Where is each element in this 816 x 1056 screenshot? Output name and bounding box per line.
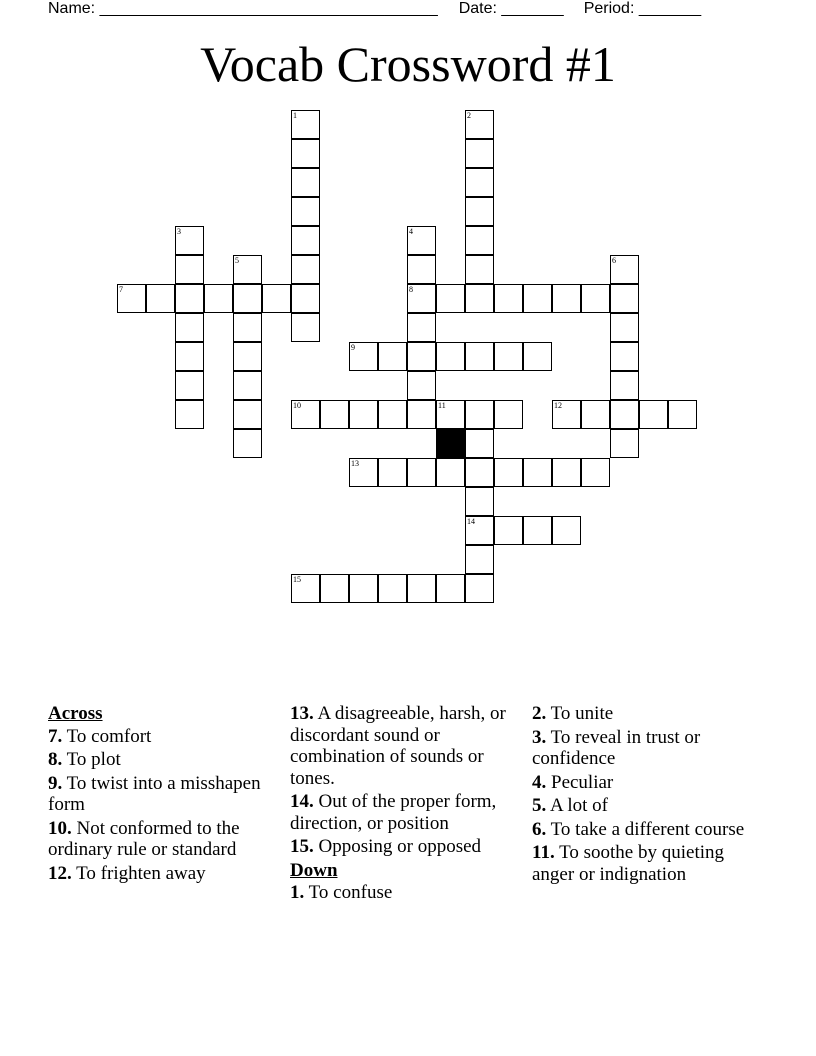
grid-cell[interactable] <box>233 284 262 313</box>
date-field-label[interactable]: Date: _______ <box>458 0 564 17</box>
grid-cell[interactable] <box>407 342 436 371</box>
grid-cell[interactable] <box>349 574 378 603</box>
clue-number-label: 9. <box>48 772 63 794</box>
clue-text: To unite <box>546 703 614 724</box>
clue-text: Out of the proper form, direction, or position <box>290 791 497 834</box>
clue-text: To twist into a misshapen form <box>48 772 261 815</box>
grid-cell[interactable] <box>465 197 494 226</box>
clue-number: 13 <box>351 459 359 468</box>
grid-cell[interactable] <box>233 342 262 371</box>
clue-text: To soothe by quieting anger or indignation <box>532 842 725 885</box>
grid-cell[interactable] <box>610 255 639 284</box>
grid-cell[interactable] <box>407 313 436 342</box>
grid-cell[interactable] <box>291 197 320 226</box>
grid-cell[interactable] <box>436 574 465 603</box>
grid-cell[interactable] <box>378 342 407 371</box>
clue-text: Opposing or opposed <box>313 836 482 857</box>
clue-item <box>290 882 526 904</box>
grid-cell[interactable] <box>291 284 320 313</box>
clue-number-label: 12. <box>48 862 72 884</box>
clue-item <box>48 863 280 885</box>
grid-cell[interactable] <box>407 371 436 400</box>
grid-cell[interactable] <box>175 342 204 371</box>
clue-item <box>532 703 762 725</box>
grid-cell[interactable] <box>465 429 494 458</box>
grid-cell[interactable] <box>407 284 436 313</box>
grid-cell[interactable] <box>175 284 204 313</box>
clue-number: 7 <box>119 285 123 294</box>
clue-item <box>532 727 762 770</box>
grid-cell[interactable] <box>407 400 436 429</box>
grid-cell[interactable] <box>494 342 523 371</box>
grid-cell[interactable] <box>465 226 494 255</box>
clue-number-label: 15. <box>290 836 314 857</box>
grid-cell[interactable] <box>175 371 204 400</box>
clue-number: 11 <box>438 401 446 410</box>
clue-item <box>290 836 526 858</box>
grid-cell[interactable] <box>407 255 436 284</box>
grid-cell[interactable] <box>610 284 639 313</box>
clue-number-label: 8. <box>48 749 63 770</box>
clue-item <box>48 726 280 748</box>
clue-item <box>48 749 280 771</box>
blocked-cell <box>436 429 465 458</box>
clue-number-label: 2. <box>532 703 547 724</box>
clue-number: 15 <box>293 575 301 584</box>
grid-cell[interactable] <box>465 487 494 516</box>
grid-cell[interactable] <box>233 313 262 342</box>
grid-cell[interactable] <box>639 400 668 429</box>
grid-cell[interactable] <box>291 400 320 429</box>
page-title: Vocab Crossword #1 <box>200 36 616 92</box>
grid-cell[interactable] <box>291 139 320 168</box>
clue-text: To comfort <box>62 725 152 747</box>
clue-number: 3 <box>177 227 181 236</box>
grid-cell[interactable] <box>349 342 378 371</box>
clue-item <box>48 818 280 861</box>
grid-cell[interactable] <box>465 516 494 545</box>
clue-number: 5 <box>235 256 239 265</box>
clue-text: A lot of <box>546 795 609 816</box>
grid-cell[interactable] <box>262 284 291 313</box>
grid-cell[interactable] <box>320 574 349 603</box>
across-heading: Across <box>48 703 103 724</box>
clue-number-label: 4. <box>532 771 547 793</box>
grid-cell[interactable] <box>552 458 581 487</box>
clue-item <box>48 773 280 816</box>
grid-cell[interactable] <box>610 342 639 371</box>
grid-cell[interactable] <box>465 255 494 284</box>
clue-item <box>532 842 762 885</box>
grid-cell[interactable] <box>407 574 436 603</box>
clue-number: 1 <box>293 111 297 120</box>
grid-cell[interactable] <box>233 255 262 284</box>
grid-cell[interactable] <box>668 400 697 429</box>
grid-cell[interactable] <box>552 284 581 313</box>
clue-number: 6 <box>612 256 616 265</box>
clues-column-2 <box>290 703 526 906</box>
grid-cell[interactable] <box>175 226 204 255</box>
grid-cell[interactable] <box>465 574 494 603</box>
grid-cell[interactable] <box>552 400 581 429</box>
grid-cell[interactable] <box>175 400 204 429</box>
grid-cell[interactable] <box>175 255 204 284</box>
grid-cell[interactable] <box>117 284 146 313</box>
clue-number-label: 5. <box>532 795 547 816</box>
clue-number: 14 <box>467 517 475 526</box>
grid-cell[interactable] <box>523 284 552 313</box>
clue-text: A disagreeable, harsh, or discordant sound or combination of sounds or tones. <box>290 703 506 789</box>
grid-cell[interactable] <box>204 284 233 313</box>
grid-cell[interactable] <box>610 371 639 400</box>
grid-cell[interactable] <box>233 371 262 400</box>
clues-column-3 <box>532 703 762 887</box>
clue-item <box>290 703 526 789</box>
grid-cell[interactable] <box>581 458 610 487</box>
clue-number: 10 <box>293 401 301 410</box>
clue-text: Peculiar <box>546 771 614 793</box>
grid-cell[interactable] <box>581 284 610 313</box>
clue-item <box>532 772 762 794</box>
clue-text: To plot <box>62 749 121 770</box>
grid-cell[interactable] <box>146 284 175 313</box>
grid-cell[interactable] <box>610 429 639 458</box>
clue-item <box>532 819 762 841</box>
clue-number-label: 1. <box>290 882 305 903</box>
grid-cell[interactable] <box>465 545 494 574</box>
grid-cell[interactable] <box>378 400 407 429</box>
clue-number-label: 7. <box>48 725 63 747</box>
grid-cell[interactable] <box>465 400 494 429</box>
grid-cell[interactable] <box>291 168 320 197</box>
clue-text: To frighten away <box>71 862 206 884</box>
clue-text: Not conformed to the ordinary rule or standard <box>48 817 240 860</box>
grid-cell[interactable] <box>291 313 320 342</box>
grid-cell[interactable] <box>291 226 320 255</box>
grid-cell[interactable] <box>610 400 639 429</box>
clue-number-label: 10. <box>48 817 72 839</box>
clue-number: 4 <box>409 227 413 236</box>
grid-cell[interactable] <box>436 284 465 313</box>
grid-cell[interactable] <box>494 400 523 429</box>
down-heading: Down <box>290 859 338 881</box>
grid-cell[interactable] <box>233 400 262 429</box>
clue-item <box>290 791 526 834</box>
grid-cell[interactable] <box>494 516 523 545</box>
clues-column-1 <box>48 703 280 886</box>
grid-cell[interactable] <box>407 226 436 255</box>
grid-cell[interactable] <box>349 400 378 429</box>
grid-cell[interactable] <box>610 313 639 342</box>
grid-cell[interactable] <box>378 574 407 603</box>
grid-cell[interactable] <box>465 284 494 313</box>
grid-cell[interactable] <box>407 458 436 487</box>
grid-cell[interactable] <box>552 516 581 545</box>
grid-cell[interactable] <box>465 342 494 371</box>
clue-number: 9 <box>351 343 355 352</box>
clue-number: 8 <box>409 285 413 294</box>
clue-number-label: 14. <box>290 791 314 812</box>
grid-cell[interactable] <box>436 458 465 487</box>
grid-cell[interactable] <box>523 342 552 371</box>
grid-cell[interactable] <box>465 110 494 139</box>
grid-cell[interactable] <box>465 458 494 487</box>
clue-number-label: 13. <box>290 703 314 724</box>
grid-cell[interactable] <box>436 400 465 429</box>
grid-cell[interactable] <box>494 458 523 487</box>
name-field-label[interactable]: Name: ______________________________________ <box>48 0 438 17</box>
grid-cell[interactable] <box>465 139 494 168</box>
grid-cell[interactable] <box>494 284 523 313</box>
clue-item <box>532 795 762 817</box>
clue-text: To reveal in trust or confidence <box>532 726 701 769</box>
grid-cell[interactable] <box>523 516 552 545</box>
grid-cell[interactable] <box>291 255 320 284</box>
clue-number-label: 11. <box>532 842 555 863</box>
grid-cell[interactable] <box>291 110 320 139</box>
grid-cell[interactable] <box>291 574 320 603</box>
grid-cell[interactable] <box>349 458 378 487</box>
grid-cell[interactable] <box>523 458 552 487</box>
clue-text: To confuse <box>304 882 393 903</box>
clue-number-label: 6. <box>532 818 547 840</box>
grid-cell[interactable] <box>436 342 465 371</box>
clue-text: To take a different course <box>546 818 745 840</box>
period-field-label[interactable]: Period: _______ <box>583 0 702 17</box>
grid-cell[interactable] <box>320 400 349 429</box>
grid-cell[interactable] <box>233 429 262 458</box>
grid-cell[interactable] <box>175 313 204 342</box>
clue-number: 12 <box>554 401 562 410</box>
grid-cell[interactable] <box>378 458 407 487</box>
grid-cell[interactable] <box>581 400 610 429</box>
clue-number: 2 <box>467 111 471 120</box>
grid-cell[interactable] <box>465 168 494 197</box>
clue-number-label: 3. <box>532 726 547 748</box>
